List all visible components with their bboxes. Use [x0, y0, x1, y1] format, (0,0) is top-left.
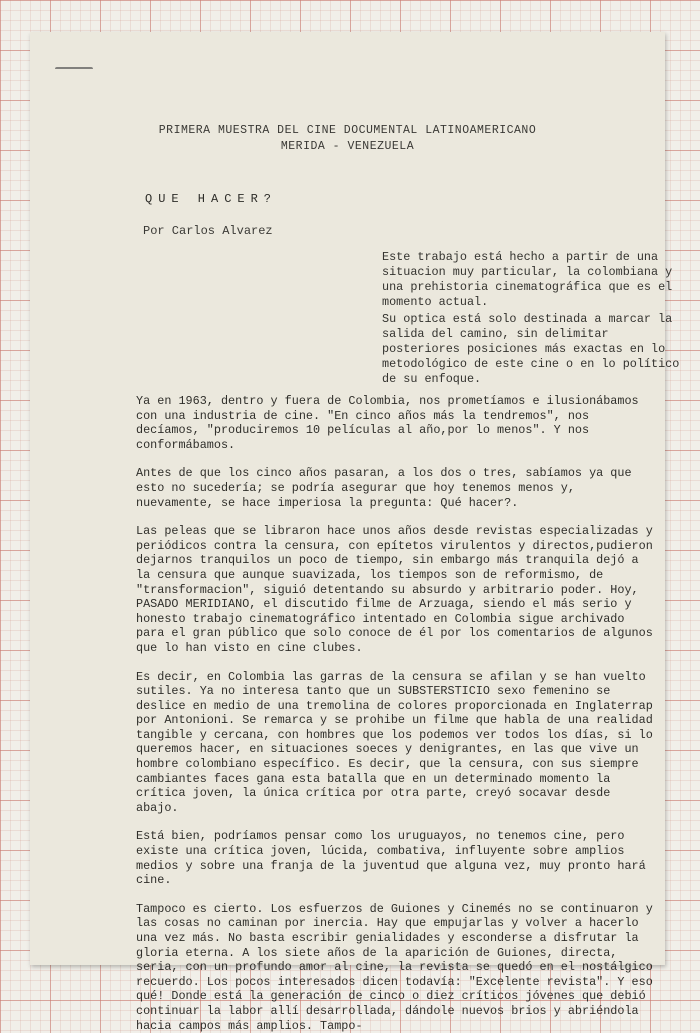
author-line: Por Carlos Alvarez	[143, 224, 273, 238]
body-paragraph: Es decir, en Colombia las garras de la censura se afilan y se han vuelto sutiles. Ya no interesa tanto que un SUBSTERSTICIO sexo femenino se deslice en medio de una tremolina de colores proporcionada en Inglaterrap por Antonioni. Se remarca y se prohibe un filme que habla de una realidad tangible y cercana, con hombres que los podemos ver todos los días, si lo queremos hacer, en situaciones soeces y denigrantes, en las que vive un hombre colombiano específico. Es decir, que la censura, con sus siempre cambiantes faces gana esta batalla que en un determinado momento la crítica joven, la única crítica por otra parte, creyó socavar desde abajo.	[136, 669, 653, 815]
body-paragraph: Tampoco es cierto. Los esfuerzos de Guiones y Cinemés no se continuaron y las cosas no caminan por inercia. Hay que empujarlas y volver a hacerlo una vez más. No basta escribir genialidades y esconderse a disfrutar la gloria eterna. A los siete años de la aparición de Guiones, directa, seria, con un profundo amor al cine, la revista se quedó en el nostálgico recuerdo. Los pocos interesados dicen todavía: "Excelente revista". Y eso qué! Donde está la generación de cinco o diez críticos jóvenes que debió continuar la labor allí desarrollada, dándole nuevos brios y abriéndola hacia campos más amplios. Tampo-	[136, 901, 653, 1033]
intro-paragraph	[382, 312, 682, 387]
intro-text: Su optica está solo destinada a marcar la salida del camino, sin delimitar posteriores posiciones más exactas en lo metodológico de este cine o en lo político de su enfoque.	[382, 312, 680, 386]
intro-paragraph	[382, 250, 682, 310]
body-paragraph: Ya en 1963, dentro y fuera de Colombia, nos prometíamos e ilusionábamos con una industria de cine. "En cinco años más la tendremos", nos decíamos, "produciremos 10 películas al año,por lo menos". Y nos conformábamos.	[136, 394, 639, 452]
body-text	[136, 394, 658, 1033]
typewritten-page	[30, 32, 680, 1033]
document-title: QUE HACER?	[145, 192, 278, 206]
body-paragraph: Antes de que los cinco años pasaran, a los dos o tres, sabíamos ya que esto no sucedería; se podría asegurar que hoy tenemos menos y, nuevamente, se hace imperiosa la pregunta: Qué hacer?.	[136, 466, 632, 510]
location-heading: MERIDA - VENEZUELA	[280, 140, 415, 153]
body-paragraph: Está bien, podríamos pensar como los uruguayos, no tenemos cine, pero existe una crítica joven, lúcida, combativa, influyente sobre amplios medios y sobre una franja de la juventud que alguna vez, muy pronto hará cine.	[136, 829, 646, 888]
body-paragraph: Las peleas que se libraron hace unos años desde revistas especializadas y periódicos contra la censura, con epítetos virulentos y directos,pudieron dejarnos tranquilos un poco de tiempo, sin embargo más tranquila dejó a la censura que aunque suavizada, los tiempos son de reformismo, de "transformacion", siguió detentando su absurdo y arbitrario poder. Hoy, PASADO MERIDIANO, el discutido filme de Arzuaga, siendo el más serio y honesto trabajo cinematográfico intentado en Colombia sigue archivado para el gran público que solo conoce de él por los comentarios de algunos que lo han visto en cine clubes.	[136, 524, 653, 655]
staple-mark	[55, 67, 93, 73]
intro-text: Este trabajo está hecho a partir de una situacion muy particular, la colombiana y una prehistoria cinematográfica que es el momento actual.	[382, 250, 673, 309]
event-heading: PRIMERA MUESTRA DEL CINE DOCUMENTAL LATINOAMERICANO	[158, 124, 537, 137]
